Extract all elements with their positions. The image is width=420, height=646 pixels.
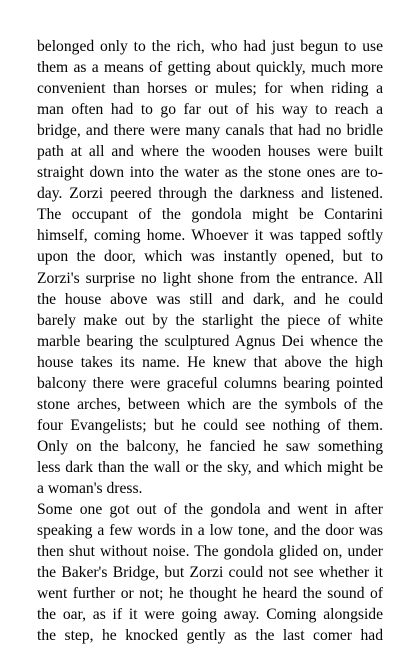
text-line: himself, coming home. Whoever it was tapped softly xyxy=(37,227,383,245)
text-line: belonged only to the rich, who had just begun to use xyxy=(37,38,383,55)
text-line: them as a means of getting about quickly, much more xyxy=(37,59,383,77)
text-line: straight down into the water as the stone ones are to- xyxy=(37,164,383,182)
text-line: The occupant of the gondola might be Contarini xyxy=(37,206,383,224)
text-line: speaking a few words in a low tone, and the door was xyxy=(37,522,383,540)
text-line: bridge, and there were many canals that had no bridle xyxy=(37,122,383,140)
text-line: upon the door, which was instantly opened, but to xyxy=(37,248,383,266)
text-line: barely make out by the starlight the piece of white xyxy=(37,311,383,329)
text-line: Some one got out of the gondola and went in after xyxy=(37,501,383,519)
text-line: stone arches, between which are the symbols of the xyxy=(37,395,383,413)
text-line: four Evangelists; but he could see nothing of them. xyxy=(37,416,383,434)
text-line: path at all and where the wooden houses were built xyxy=(37,143,383,161)
text-line: the step, he knocked gently as the last comer had xyxy=(37,627,383,645)
text-line: less dark than the wall or the sky, and which might be xyxy=(37,458,383,476)
text-line: day. Zorzi peered through the darkness and listened. xyxy=(37,185,383,203)
text-line: Zorzi's surprise no light shone from the entrance. All xyxy=(37,269,383,287)
text-line: man often had to go far out of his way to reach a xyxy=(37,101,383,119)
text-line: Only on the balcony, he fancied he saw something xyxy=(37,437,383,455)
text-line: a woman's dress. xyxy=(37,479,143,497)
text-line: the oar, as if it were going away. Coming alongside xyxy=(37,606,383,624)
text-line: convenient than horses or mules; for when riding a xyxy=(37,80,383,98)
text-line: house takes its name. He knew that above the high xyxy=(37,353,383,371)
text-line: went further or not; he thought he heard the sound of xyxy=(37,585,383,603)
text-line: the house above was still and dark, and he could xyxy=(37,290,383,308)
text-line: the Baker's Bridge, but Zorzi could not see whether it xyxy=(37,564,383,582)
text-line: balcony there were graceful columns bearing pointed xyxy=(37,374,383,392)
page-text xyxy=(37,36,383,645)
text-line: marble bearing the sculptured Agnus Dei whence the xyxy=(37,332,383,350)
text-line: then shut without noise. The gondola glided on, under xyxy=(37,543,383,561)
